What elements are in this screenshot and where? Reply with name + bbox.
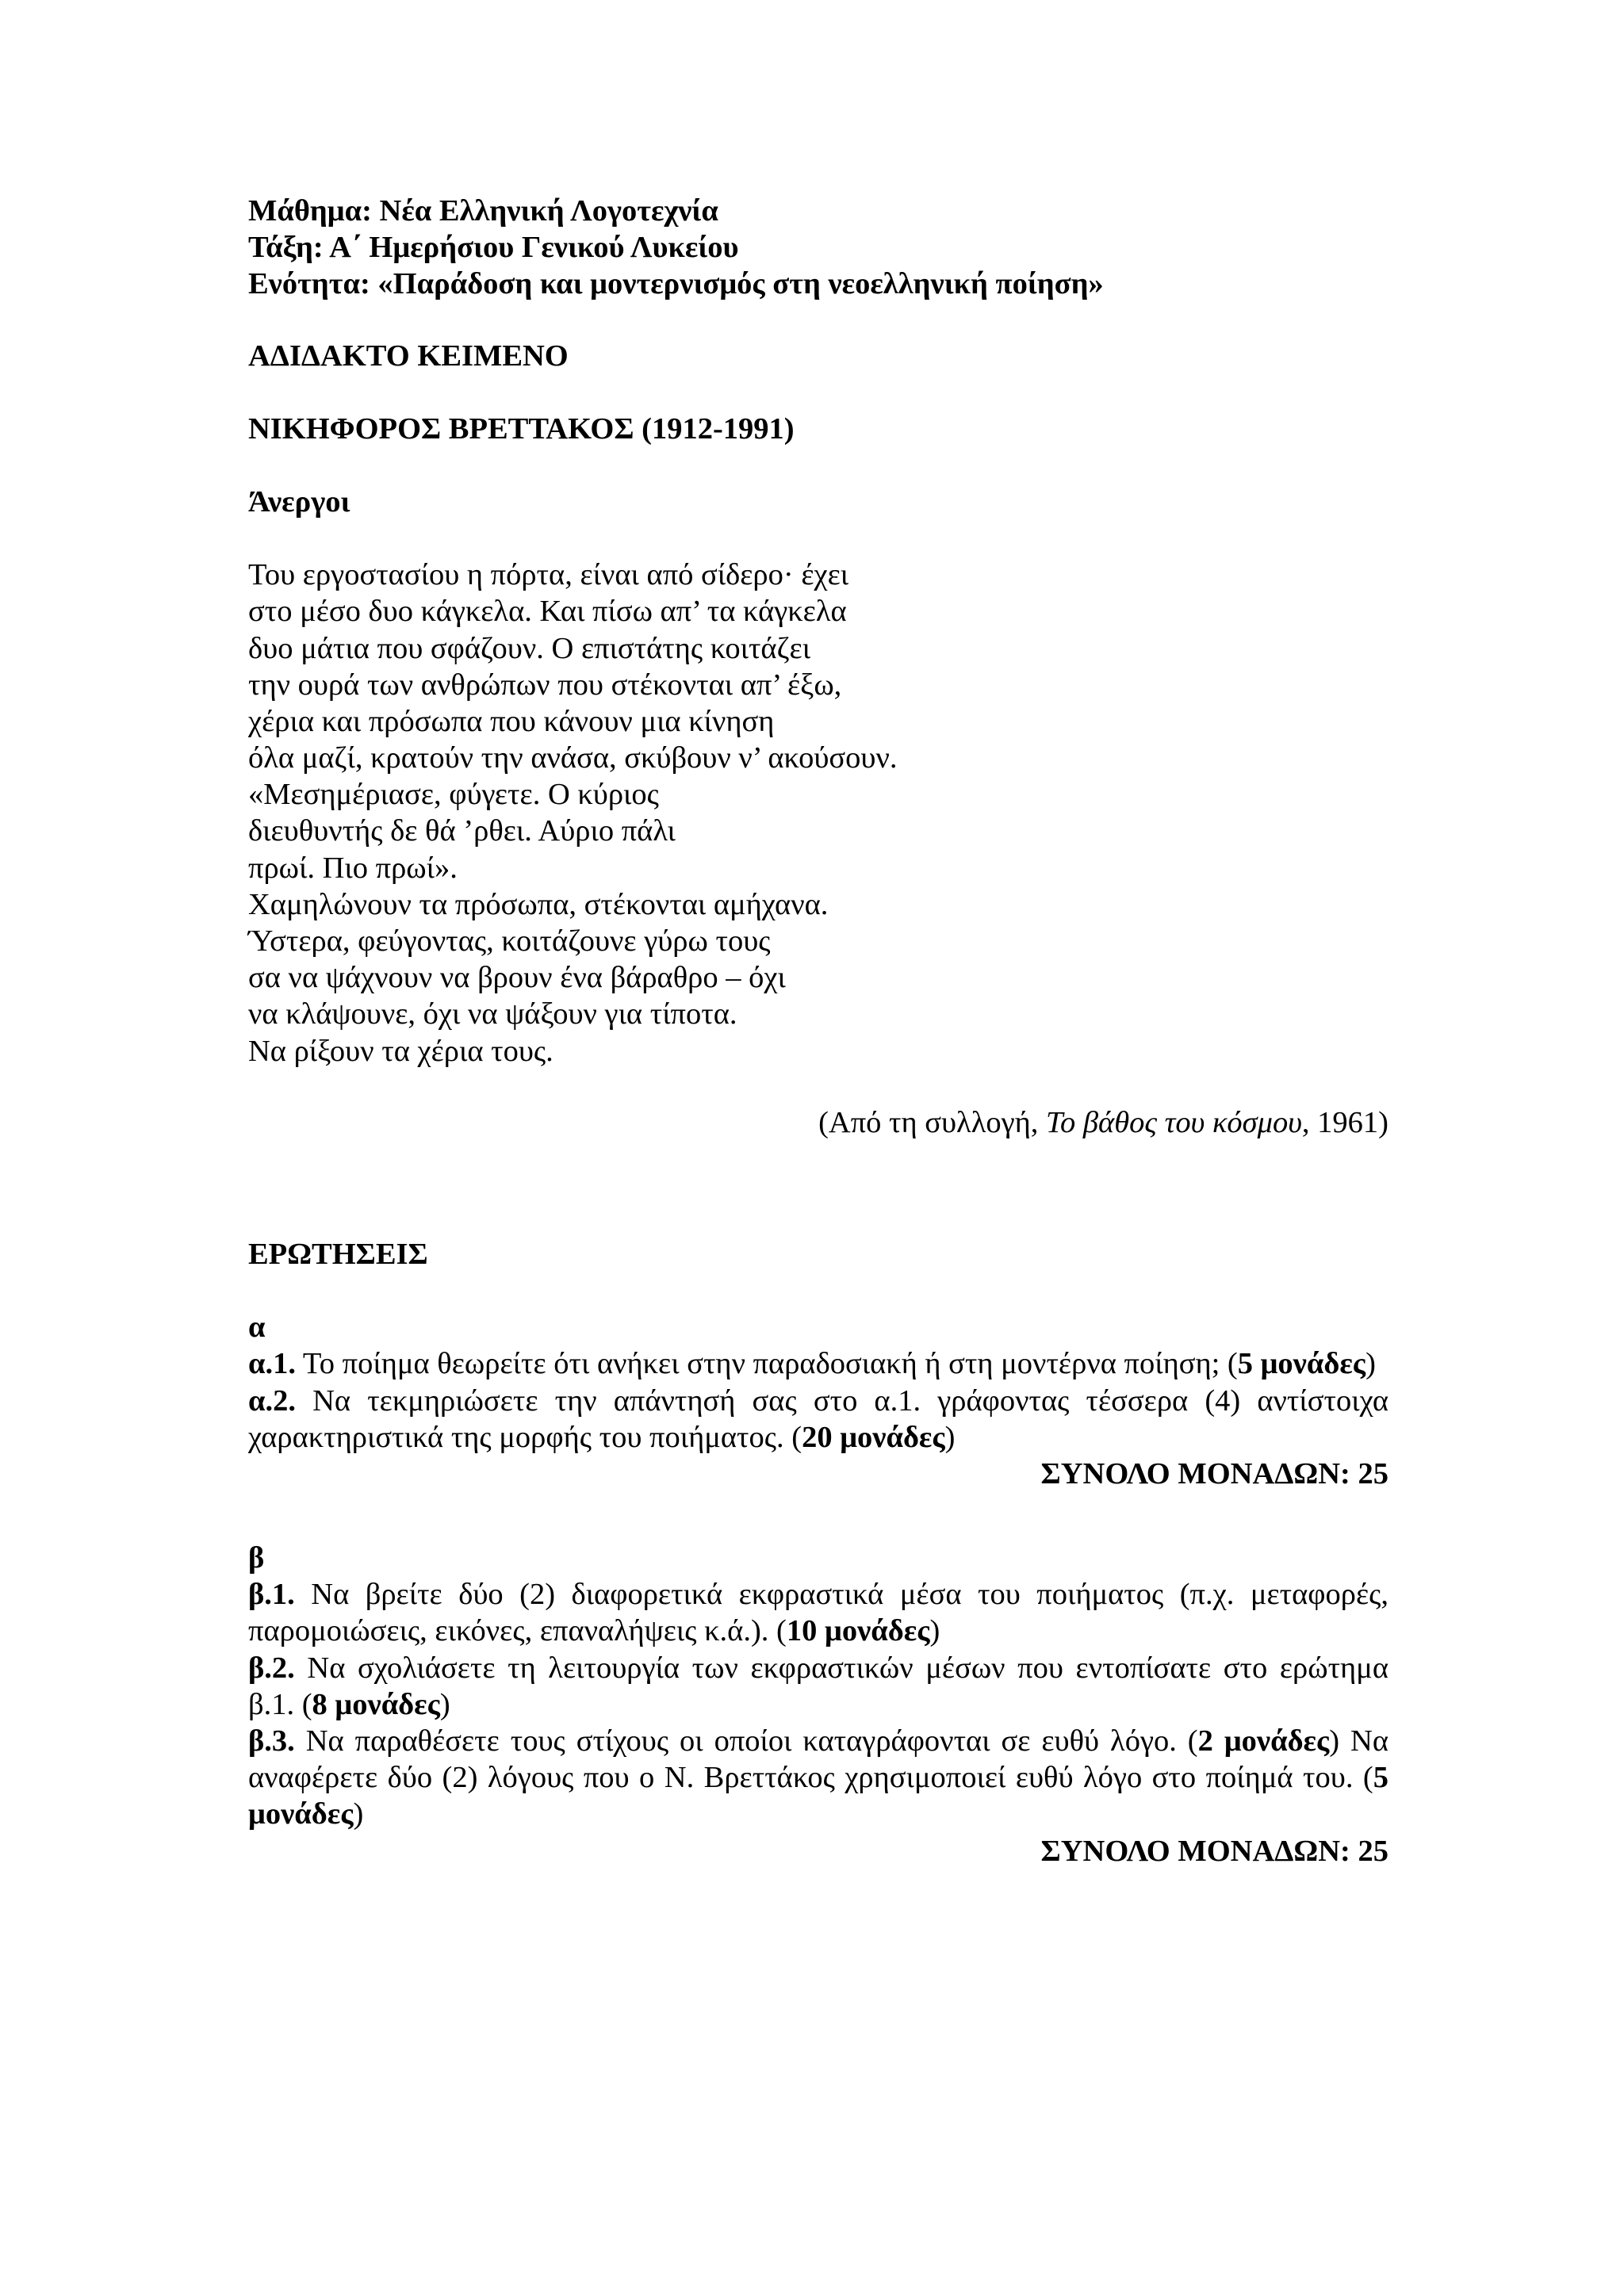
question-points: 8 μονάδες — [312, 1687, 440, 1721]
paren-close: ) — [1365, 1347, 1376, 1381]
subject-line: Μάθημα: Νέα Ελληνική Λογοτεχνία — [248, 194, 718, 228]
question-number: α.1. — [248, 1347, 296, 1381]
poem-line: Χαμηλώνουν τα πρόσωπα, στέκονται αμήχανα. — [248, 887, 829, 921]
question-b2 — [248, 1650, 1388, 1723]
document-page — [248, 193, 1388, 1869]
source-suffix: , 1961) — [1301, 1105, 1388, 1139]
question-text: Το ποίημα θεωρείτε ότι ανήκει στην παραδοσιακή ή στη μοντέρνα ποίηση; ( — [296, 1347, 1238, 1381]
paren-close: ) — [353, 1797, 364, 1831]
poem-line: πρωί. Πιο πρωί». — [248, 851, 458, 885]
question-points: 20 μονάδες — [802, 1420, 945, 1454]
poem-line: διευθυντής δε θά ’ρθει. Αύριο πάλι — [248, 814, 676, 848]
header — [248, 193, 1388, 303]
section-title: ΑΔΙΔΑΚΤΟ ΚΕΙΜΕΝΟ — [248, 339, 569, 373]
poem-body — [248, 557, 1388, 1070]
question-number: β.2. — [248, 1651, 295, 1685]
total-points-b: ΣΥΝΟΛΟ ΜΟΝΑΔΩΝ: 25 — [1040, 1834, 1388, 1868]
group-b-label: β — [248, 1541, 265, 1575]
question-points: 2 μονάδες — [1197, 1724, 1330, 1758]
question-points: 10 μονάδες — [786, 1614, 930, 1648]
question-a1 — [248, 1345, 1388, 1382]
poem-line: στο μέσο δυο κάγκελα. Και πίσω απ’ τα κάγκελα — [248, 595, 847, 629]
poem-line: σα να ψάχνουν να βρουν ένα βάραθρο – όχι — [248, 961, 786, 995]
question-group-b — [248, 1540, 1388, 1869]
poem-line: Του εργοστασίου η πόρτα, είναι από σίδερο· έχει — [248, 558, 849, 592]
poem-line: χέρια και πρόσωπα που κάνουν μια κίνηση — [248, 704, 775, 738]
grade-line: Τάξη: Α΄ Ημερήσιου Γενικού Λυκείου — [248, 231, 739, 265]
question-text: Να παραθέσετε τους στίχους οι οποίοι καταγράφονται σε ευθύ λόγο. ( — [294, 1724, 1198, 1758]
question-text: Να σχολιάσετε τη λειτουργία των εκφραστικών μέσων που εντοπίσατε στο ερώτημα β.1. ( — [248, 1651, 1388, 1721]
poem-line: να κλάψουνε, όχι να ψάξουν για τίποτα. — [248, 997, 737, 1031]
question-text: ) Να αναφέρετε δύο (2) λόγους που ο Ν. Βρεττάκος χρησιμοποιεί ευθύ λόγο στο ποίημά του. ( — [248, 1724, 1388, 1795]
question-points: 5 μονάδες — [1237, 1347, 1366, 1381]
question-number: α.2. — [248, 1383, 296, 1418]
poem-line: Να ρίξουν τα χέρια τους. — [248, 1034, 553, 1068]
source-collection-title: Το βάθος του κόσμου — [1046, 1105, 1302, 1139]
unit-line: Ενότητα: «Παράδοση και μοντερνισμός στη νεοελληνική ποίηση» — [248, 267, 1104, 301]
question-points: 5 μονάδες — [248, 1761, 1388, 1831]
question-number: β.3. — [248, 1724, 295, 1758]
question-number: β.1. — [248, 1578, 295, 1612]
poem-line: την ουρά των ανθρώπων που στέκονται απ’ έξω, — [248, 668, 842, 702]
poem-line: όλα μαζί, κρατούν την ανάσα, σκύβουν ν’ ακούσουν. — [248, 741, 898, 775]
question-text: Να βρείτε δύο (2) διαφορετικά εκφραστικά μέσα του ποιήματος (π.χ. μεταφορές, παρομοιώσεις, εικόνες, επαναλήψεις κ.ά.). ( — [248, 1578, 1388, 1648]
paren-close: ) — [929, 1614, 940, 1648]
poem-title: Άνεργοι — [248, 484, 350, 519]
poem-line: δυο μάτια που σφάζουν. Ο επιστάτης κοιτάζει — [248, 631, 811, 665]
author-heading: ΝΙΚΗΦΟΡΟΣ ΒΡΕΤΤΑΚΟΣ (1912-1991) — [248, 411, 795, 446]
poem-line: Ύστερα, φεύγοντας, κοιτάζουνε γύρω τους — [248, 924, 771, 958]
poem-source — [248, 1104, 1388, 1141]
question-b3 — [248, 1723, 1388, 1833]
group-a-label: α — [248, 1311, 266, 1345]
question-group-a — [248, 1309, 1388, 1492]
question-a2 — [248, 1383, 1388, 1456]
poem-line: «Μεσημέριασε, φύγετε. Ο κύριος — [248, 778, 659, 812]
total-points-a: ΣΥΝΟΛΟ ΜΟΝΑΔΩΝ: 25 — [1040, 1456, 1388, 1490]
paren-close: ) — [944, 1420, 956, 1454]
question-b1 — [248, 1576, 1388, 1649]
paren-close: ) — [439, 1687, 450, 1721]
questions-heading: ΕΡΩΤΗΣΕΙΣ — [248, 1237, 428, 1271]
question-text: Να τεκμηριώσετε την απάντησή σας στο α.1. γράφοντας τέσσερα (4) αντίστοιχα χαρακτηριστικά της μορφής του ποιήματος. ( — [248, 1383, 1388, 1454]
source-prefix: (Από τη συλλογή, — [818, 1105, 1047, 1139]
